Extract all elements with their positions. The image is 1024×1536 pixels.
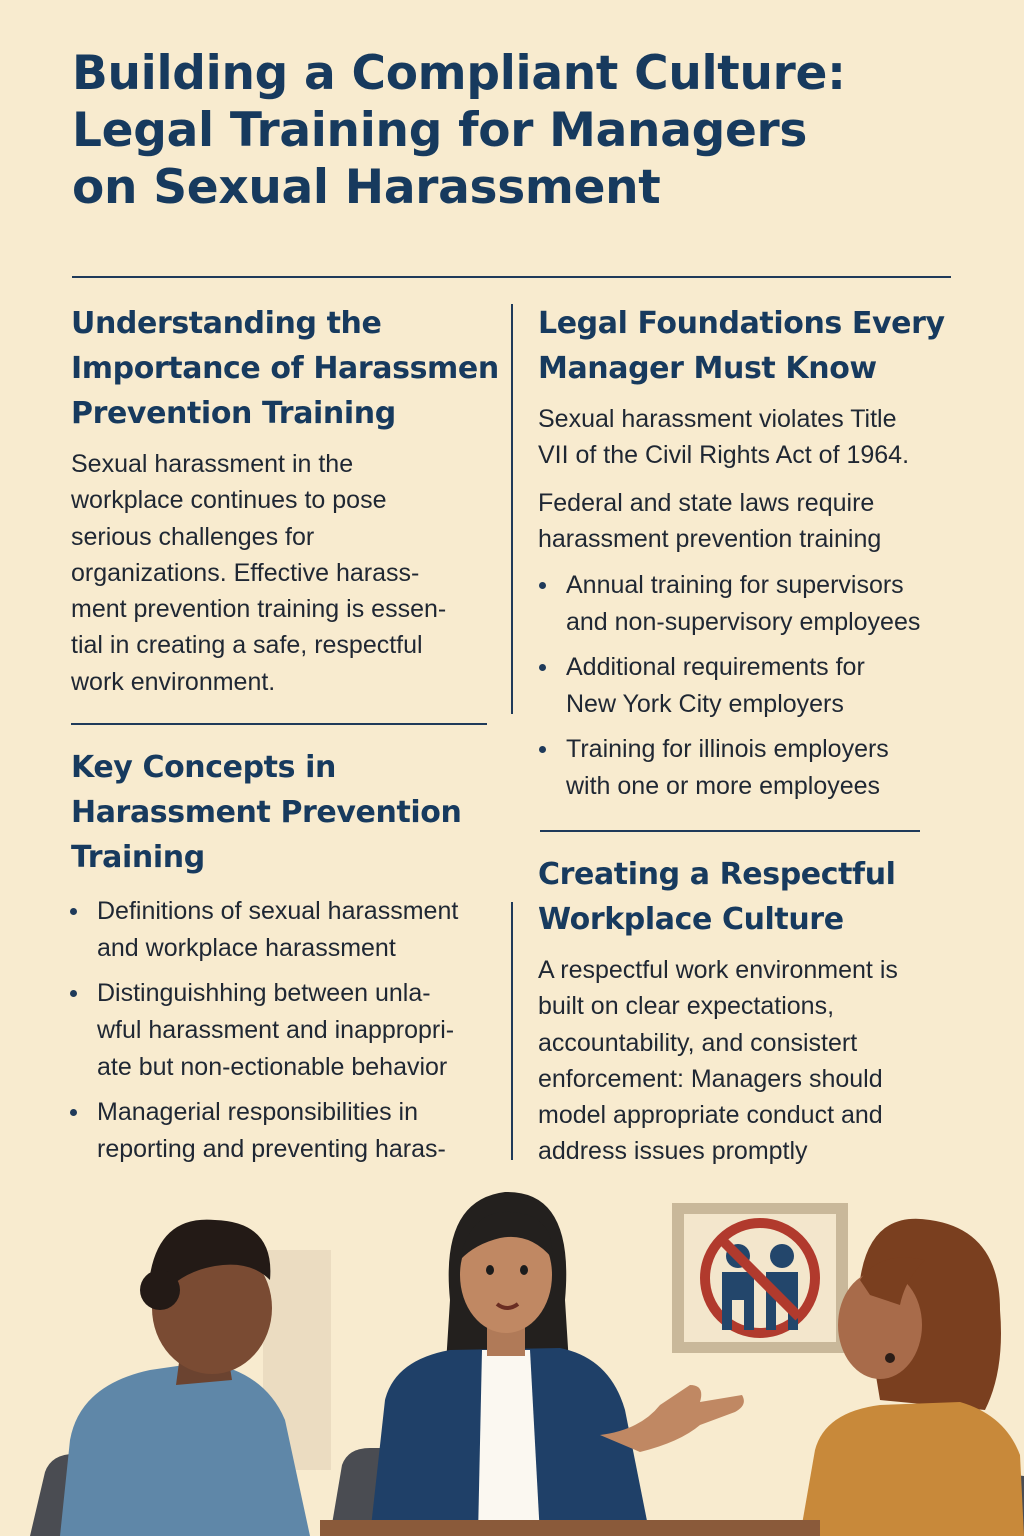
list-item [537, 649, 977, 723]
body-line: organizations. Effective harass- [71, 558, 420, 587]
list-item-line: and non-supervisory employees [566, 608, 921, 636]
bullet-icon [539, 582, 546, 589]
section-body-culture [538, 952, 978, 1170]
body-line: work environment. [71, 667, 276, 696]
list-item-line: and workplace harassment [97, 934, 396, 962]
body-line: tial in creating a safe, respectful [71, 631, 423, 660]
list-item-line: New York City employers [566, 690, 844, 718]
list-item-line: Distinguishhing between unla- [97, 979, 431, 1007]
page-title-line: Building a Compliant Culture: [72, 46, 846, 101]
bullet-icon [70, 908, 77, 915]
page-title [72, 46, 972, 217]
meeting-table [320, 1520, 820, 1536]
list-item-line: Annual training for supervisors [566, 571, 904, 599]
list-item-line: Additional requirements for [566, 653, 865, 681]
body-line: model appropriate conduct and [538, 1101, 883, 1130]
heading-line: Prevention Training [71, 396, 396, 431]
section-heading-legal [538, 301, 978, 391]
body-line: serious challenges for [71, 522, 315, 551]
body-line: enforcement: Managers should [538, 1064, 883, 1093]
meeting-illustration [0, 1180, 1024, 1536]
body-line: built on clear expectations, [538, 992, 835, 1021]
list-item-line: Definitions of sexual harassment [97, 897, 459, 925]
column-divider-bottom [511, 902, 513, 1160]
bullet-icon [539, 746, 546, 753]
body-line: Sexual harassment violates Title [538, 405, 897, 433]
right-section-divider [540, 830, 920, 832]
body-line: Sexual harassment in the [71, 450, 354, 478]
list-item [537, 731, 977, 805]
list-item-line: reporting and preventing haras- [97, 1135, 446, 1163]
list-item-line: with one or more employees [566, 772, 881, 800]
concepts-list [68, 893, 508, 1168]
list-item [68, 975, 508, 1086]
bullet-icon [70, 990, 77, 997]
section-heading-culture [538, 852, 978, 942]
list-item-line: ate but non-ectionable behavior [97, 1053, 448, 1081]
body-line: accountability, and consistert [538, 1028, 858, 1057]
bullet-icon [70, 1109, 77, 1116]
list-item-line: Managerial responsibilities in [97, 1098, 418, 1126]
list-item-line: Training for illinois employers [566, 735, 889, 763]
heading-line: Training [71, 840, 205, 875]
column-divider-top [511, 304, 513, 714]
left-section-divider [71, 723, 487, 725]
heading-line: Harassment Prevention [71, 795, 462, 830]
list-item [68, 893, 508, 967]
list-item-line: wful harassment and inappropri- [97, 1016, 455, 1044]
legal-body-title-vii [538, 401, 978, 474]
legal-requirements-list [537, 567, 977, 805]
title-divider [72, 276, 951, 278]
legal-body-laws [538, 485, 978, 558]
bullet-icon [539, 664, 546, 671]
heading-line: Creating a Respectful [538, 857, 896, 892]
heading-line: Understanding the [71, 306, 382, 341]
heading-line: Manager Must Know [538, 351, 877, 386]
section-heading-importance [71, 301, 501, 436]
heading-line: Legal Foundations Every [538, 306, 945, 341]
list-item [537, 567, 977, 641]
page-title-line: Legal Training for Managers [72, 102, 808, 158]
heading-line: Workplace Culture [538, 902, 844, 937]
heading-line: Key Concepts in [71, 750, 336, 785]
section-body-importance [71, 446, 501, 700]
section-heading-concepts [71, 745, 501, 880]
body-line: address issues promptly [538, 1137, 808, 1166]
list-item [68, 1094, 508, 1168]
body-line: harassment prevention training [538, 525, 882, 554]
page-title-line: on Sexual Harassment [72, 159, 661, 215]
body-line: ment prevention training is essen- [71, 595, 447, 624]
body-line: workplace continues to pose [71, 486, 387, 515]
body-line: VII of the Civil Rights Act of 1964. [538, 441, 910, 470]
body-line: Federal and state laws require [538, 489, 875, 517]
no-harassment-sign-icon [672, 1203, 848, 1353]
heading-line: Importance of Harassmen [71, 351, 499, 386]
body-line: A respectful work environment is [538, 956, 898, 984]
